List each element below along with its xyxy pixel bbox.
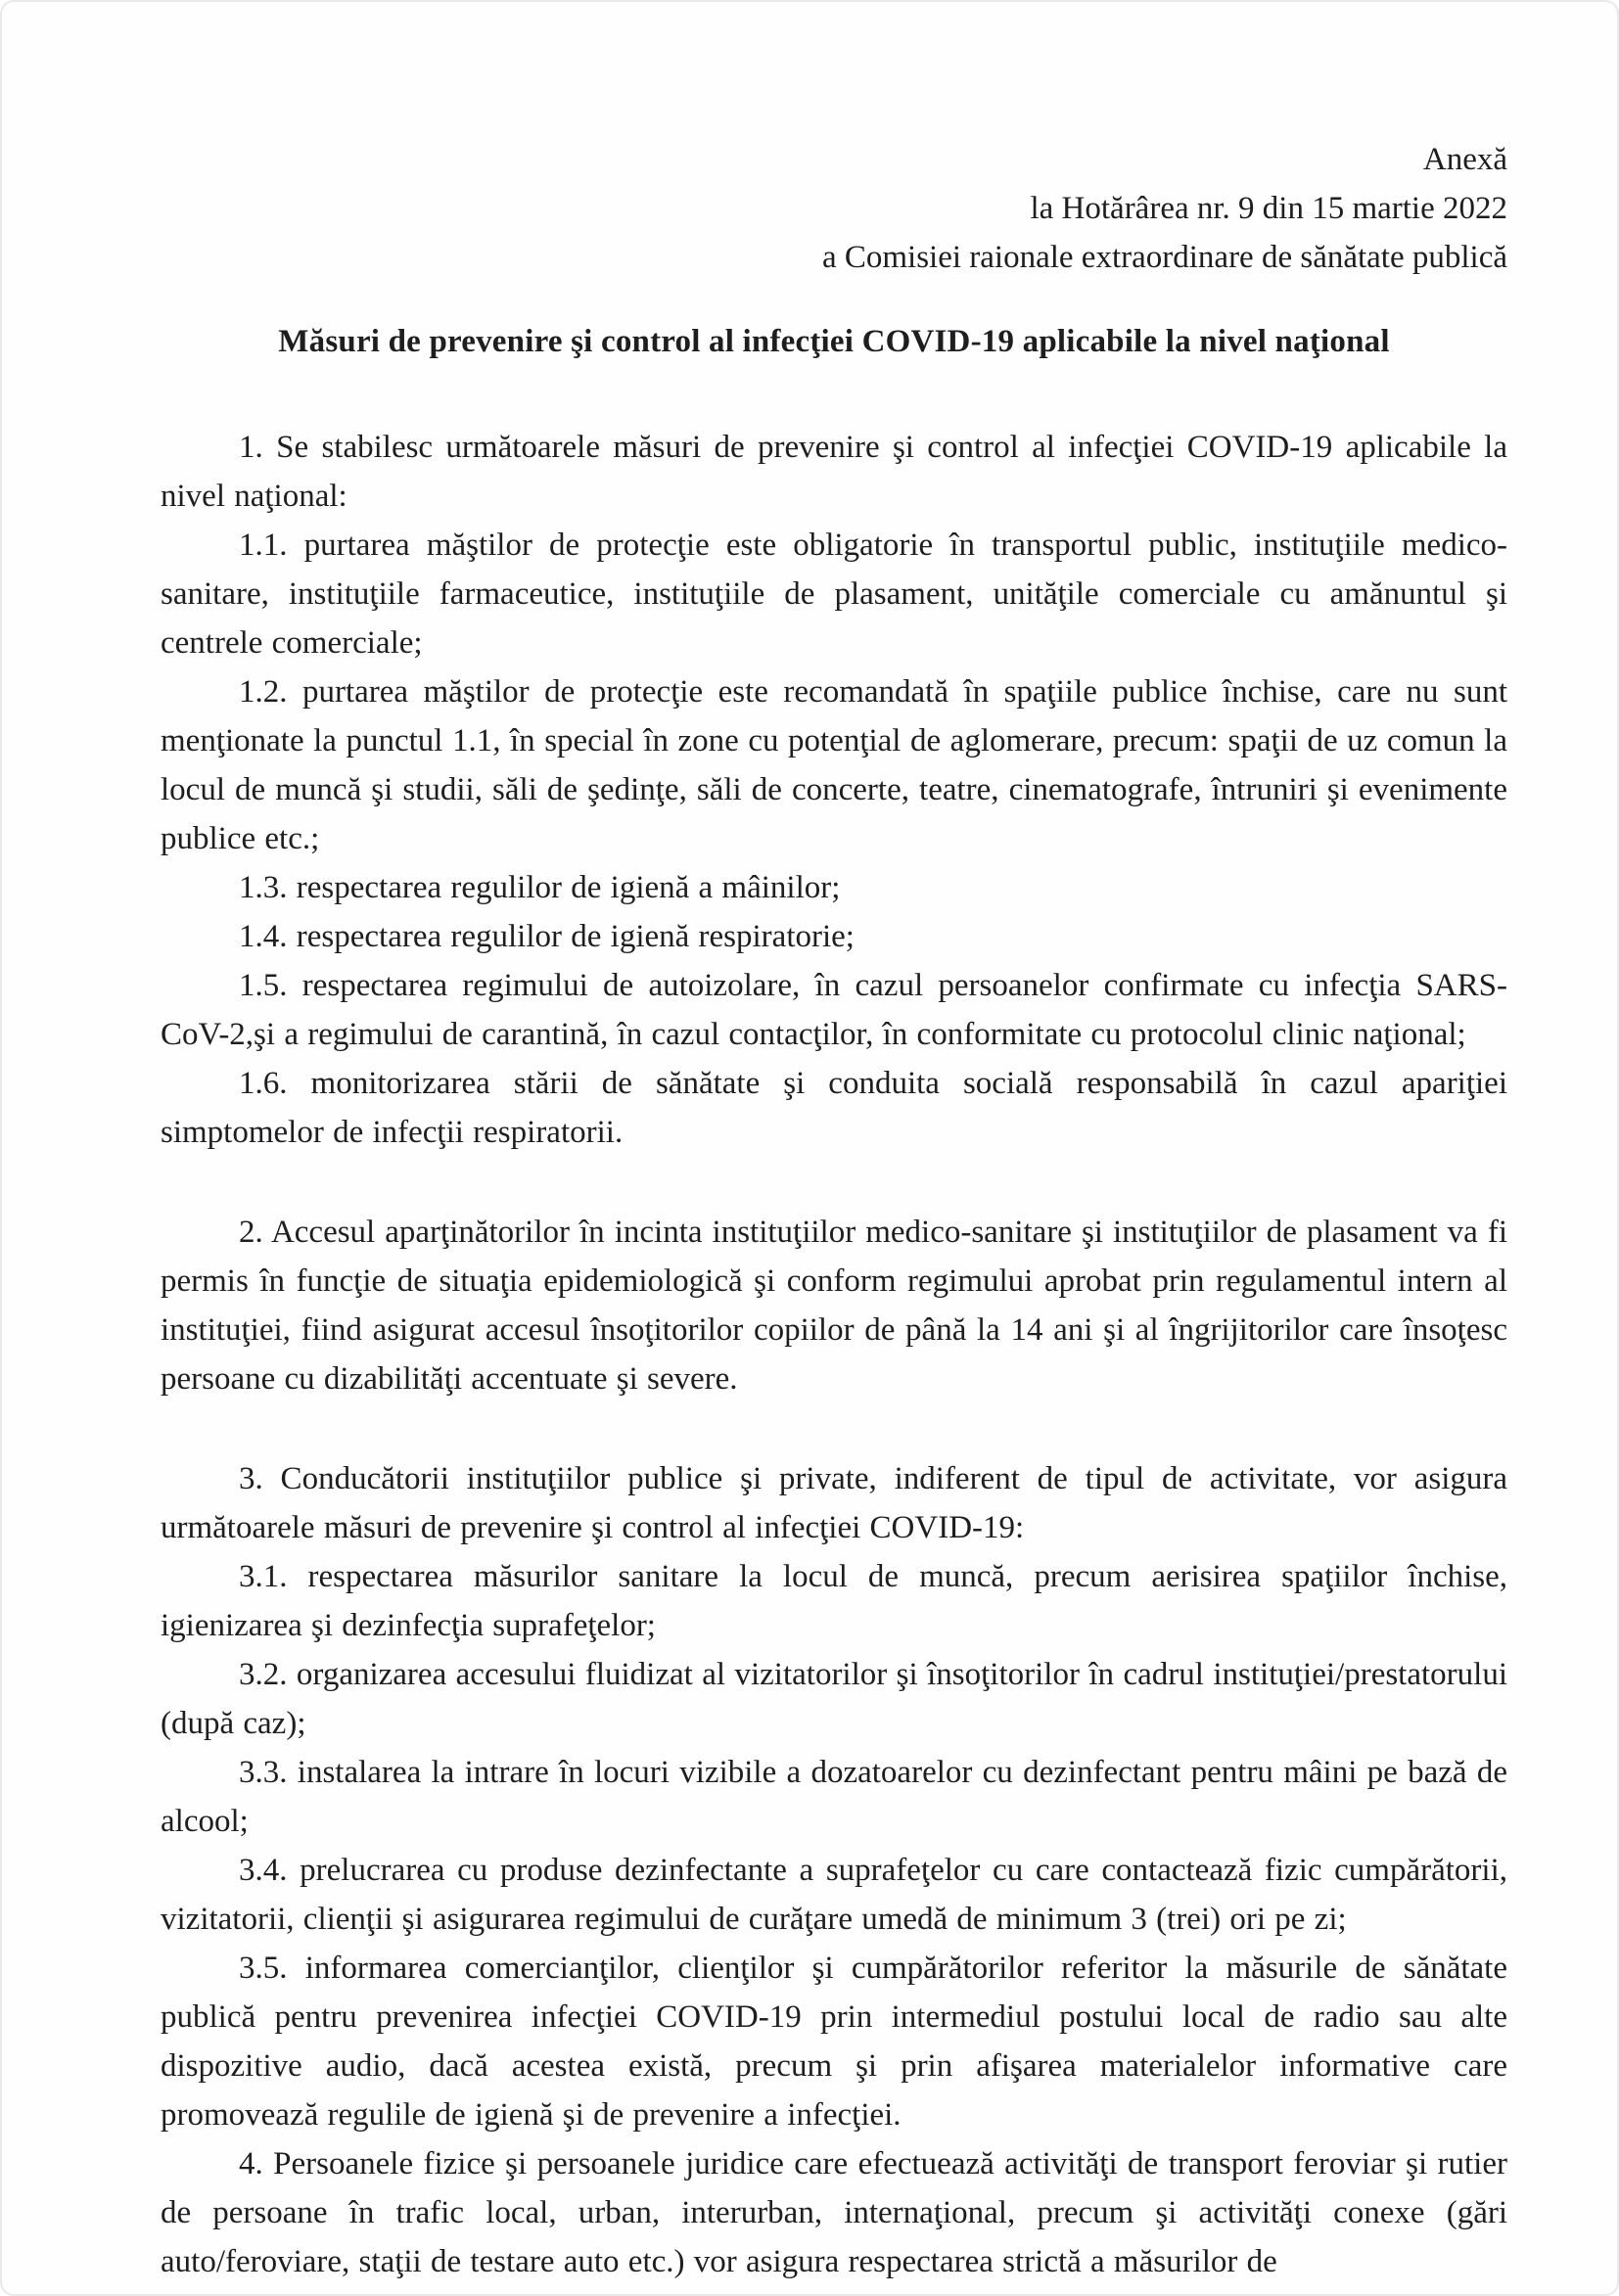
paragraph-3-1: 3.1. respectarea măsurilor sanitare la locul de muncă, precum aerisirea spaţiilor închise, igienizarea şi dezinfecţia suprafeţelor;: [161, 1559, 1507, 1643]
annex-label: Anexă: [1422, 142, 1507, 177]
commission-line: a Comisiei raionale extraordinare de sănătate publică: [821, 240, 1507, 275]
paragraph-3-5: 3.5. informarea comercianţilor, clienţilor şi cumpărătorilor referitor la măsurile de sănătate publică pentru prevenirea infecţiei COVID-19 prin intermediul postului local de radio sau alte dispozitive audio, dacă acestea există, precum şi prin afişarea materialelor informative care promovează regulile de igienă şi de prevenire a infecţiei.: [161, 1951, 1507, 2133]
paragraph-1-5: 1.5. respectarea regimului de autoizolare, în cazul persoanelor confirmate cu infecţia SARS-CoV-2,şi a regimului de carantină, în cazul contacţilor, în conformitate cu protocolul clinic naţional;: [161, 968, 1507, 1052]
paragraph-1-1: 1.1. purtarea măştilor de protecţie este obligatorie în transportul public, instituţiile medico-sanitare, instituţiile farmaceutice, instituţiile de plasament, unităţile comerciale cu amănuntul şi centrele comerciale;: [161, 528, 1507, 661]
document-body: [161, 423, 1507, 2286]
document-header-block: [161, 135, 1507, 282]
paragraph-4: 4. Persoanele fizice şi persoanele juridice care efectuează activităţi de transport feroviar şi rutier de persoane în trafic local, urban, interurban, internaţional, precum şi activităţi conexe (gări auto/feroviare, staţii de testare auto etc.) vor asigura respectarea strictă a măsurilor de: [161, 2146, 1507, 2279]
paragraph-1-6: 1.6. monitorizarea stării de sănătate şi conduita socială responsabilă în cazul apariţiei simptomelor de infecţii respiratorii.: [161, 1066, 1507, 1150]
paragraph-3-3: 3.3. instalarea la intrare în locuri vizibile a dozatoarelor cu dezinfectant pentru mâini pe bază de alcool;: [161, 1755, 1507, 1839]
paragraph-3: 3. Conducătorii instituţiilor publice şi private, indiferent de tipul de activitate, vor asigura următoarele măsuri de prevenire şi control al infecţiei COVID-19:: [161, 1461, 1507, 1545]
paragraph-2: 2. Accesul aparţinătorilor în incinta instituţiilor medico-sanitare şi instituţiilor de plasament va fi permis în funcţie de situaţia epidemiologică şi conform regimului aprobat prin regulamentul intern al instituţiei, fiind asigurat accesul însoţitorilor copiilor de până la 14 ani şi al îngrijitorilor care însoţesc persoane cu dizabilităţi accentuate şi severe.: [161, 1215, 1507, 1397]
paragraph-1-3: 1.3. respectarea regulilor de igienă a mâinilor;: [239, 870, 841, 905]
paragraph-1-4: 1.4. respectarea regulilor de igienă respiratorie;: [239, 919, 855, 954]
decision-reference-line: la Hotărârea nr. 9 din 15 martie 2022: [1030, 191, 1507, 226]
paragraph-1-2: 1.2. purtarea măştilor de protecţie este recomandată în spaţiile publice închise, care nu sunt menţionate la punctul 1.1, în special în zone cu potenţial de aglomerare, precum: spaţii de uz comun la locul de muncă şi studii, săli de şedinţe, săli de concerte, teatre, cinematografe, întruniri şi evenimente publice etc.;: [161, 674, 1507, 856]
paragraph-3-4: 3.4. prelucrarea cu produse dezinfectante a suprafeţelor cu care contactează fizic cumpărătorii, vizitatorii, clienţii şi asigurarea regimului de curăţare umedă de minimum 3 (trei) ori pe zi;: [161, 1853, 1507, 1937]
paragraph-3-2: 3.2. organizarea accesului fluidizat al vizitatorilor şi însoţitorilor în cadrul instituţiei/prestatorului (după caz);: [161, 1657, 1507, 1741]
document-title: Măsuri de prevenire şi control al infecţiei COVID-19 aplicabile la nivel naţional: [278, 324, 1390, 359]
paragraph-1: 1. Se stabilesc următoarele măsuri de prevenire şi control al infecţiei COVID-19 aplicabile la nivel naţional:: [161, 430, 1507, 514]
